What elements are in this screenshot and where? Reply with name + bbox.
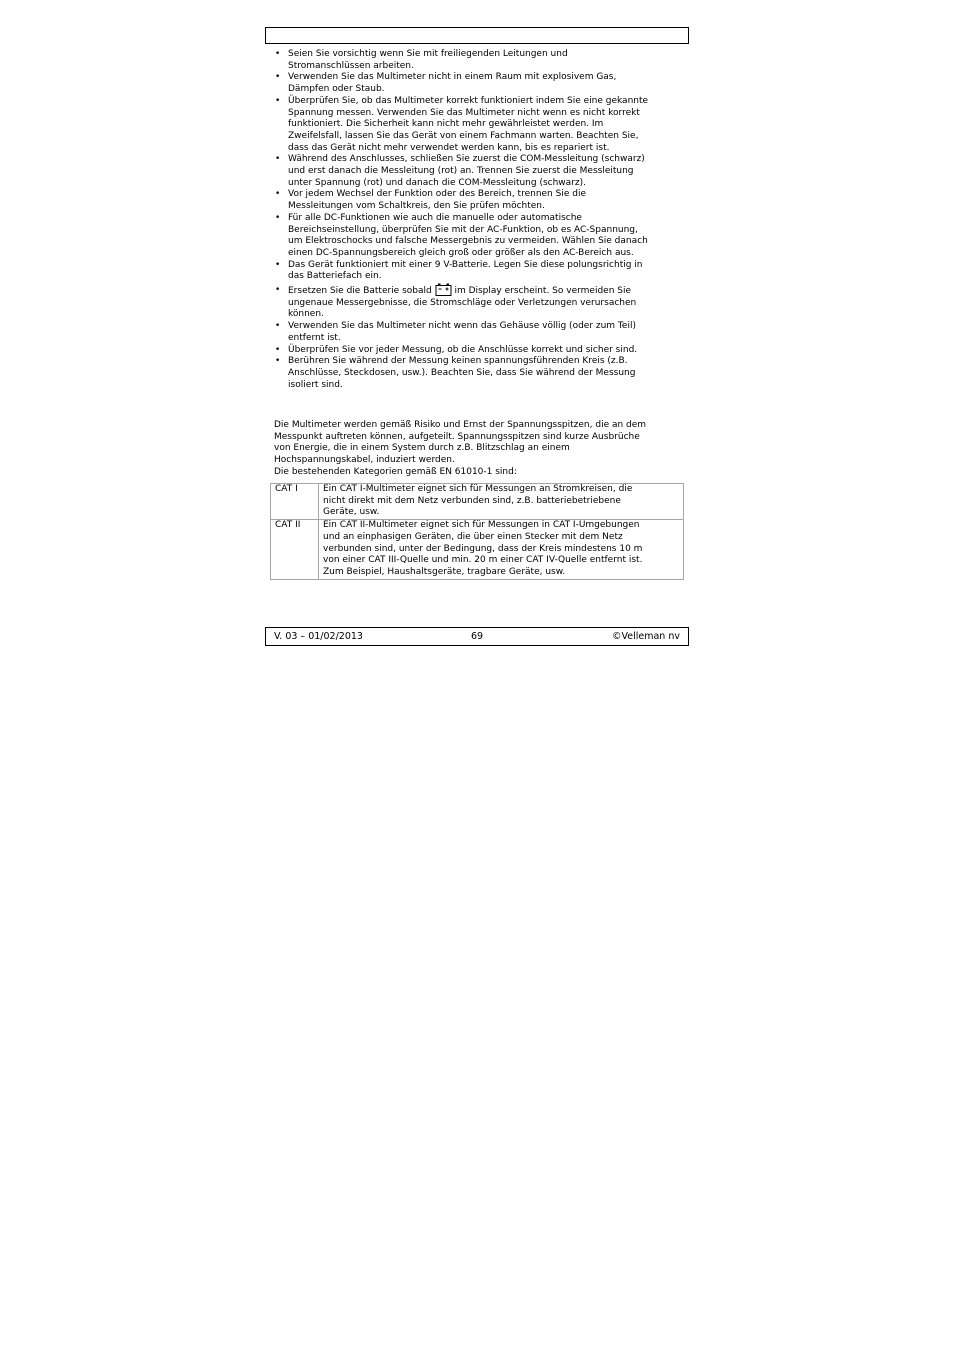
- safety-bullet-list: [288, 49, 648, 391]
- footer-page-number: 69: [470, 631, 484, 642]
- table-row: [271, 484, 684, 520]
- description-cell: Ein CAT I-Multimeter eignet sich für Messungen an Stromkreisen, die nicht direkt mit dem Netz verbunden sind, z.B. batteriebetriebene Geräte, usw.: [319, 484, 684, 520]
- bullet-explosive-gas: • Verwenden Sie das Multimeter nicht in einem Raum mit explosivem Gas, Dämpfen oder Staub.: [288, 72, 648, 95]
- bullet-replace-battery-before: Ersetzen Sie die Batterie sobald: [288, 286, 435, 297]
- description-cell: Ein CAT II-Multimeter eignet sich für Messungen in CAT I-Umgebungen und an einphasigen Geräten, die über einen Stecker mit dem Netz verbunden sind, unter der Bedingung, dass der Kreis mindestens 10 m von einer CAT III-Quelle und min. 20 m einer CAT IV-Quelle entfernt ist. Zum Beispiel, Haushaltsgeräte, tragbare Geräte, usw.: [319, 520, 684, 580]
- categories-intro: Die Multimeter werden gemäß Risiko und Ernst der Spannungsspitzen, die an dem Messpunkt auftreten können, aufgeteilt. Spannungsspitzen sind kurze Ausbrüche von Energie, die in einem System durch z.B. Blitzschlag an einem Hochspannungskabel, induziert werden. Die bestehenden Kategorien gemäß EN 61010-1 sind:: [274, 420, 647, 477]
- bullet-housing-removed: • Verwenden Sie das Multimeter nicht wenn das Gehäuse völlig (oder zum Teil) entfernt ist.: [288, 321, 648, 344]
- categories-table: [270, 483, 684, 580]
- bullet-check-function: • Überprüfen Sie, ob das Multimeter korrekt funktioniert indem Sie eine gekannte Spannung messen. Verwenden Sie das Multimeter nicht wenn es nicht korrekt funktioniert. Die Sicherheit kann nicht mehr gewährleistet werden. Im Zweifelsfall, lassen Sie das Gerät von einem Fachmann warten. Beachten Sie, dass das Gerät nicht mehr verwendet werden kann, bis es repariert ist.: [288, 96, 648, 155]
- bullet-replace-battery-after: im Display erscheint. So vermeiden Sie: [451, 286, 632, 297]
- header-box: [265, 27, 689, 44]
- bullet-replace-battery-first-line: [288, 285, 648, 298]
- footer-version: V. 03 – 01/02/2013: [274, 631, 363, 642]
- bullet-exposed-wires: • Seien Sie vorsichtig wenn Sie mit freiliegenden Leitungen und Stromanschlüssen arbeiten.: [288, 49, 648, 72]
- footer-copyright: ©Velleman nv: [612, 631, 680, 642]
- bullet-9v-battery: • Das Gerät funktioniert mit einer 9 V-Batterie. Legen Sie diese polungsrichtig in das Batteriefach ein.: [288, 260, 648, 283]
- bullet-replace-battery: [288, 285, 648, 321]
- bullet-replace-battery-continuation: ungenaue Messergebnisse, die Stromschläge oder Verletzungen verursachen können.: [288, 297, 637, 320]
- bullet-no-live-circuit: • Berühren Sie während der Messung keinen spannungsführenden Kreis (z.B. Anschlüsse, Steckdosen, usw.). Beachten Sie, dass Sie während der Messung isoliert sind.: [288, 356, 648, 391]
- bullet-connection-order: • Während des Anschlusses, schließen Sie zuerst die COM-Messleitung (schwarz) und erst danach die Messleitung (rot) an. Trennen Sie zuerst die Messleitung unter Spannung (rot) und danach die COM-Messleitung (schwarz).: [288, 154, 648, 189]
- footer: [265, 627, 689, 646]
- bullet-change-function: • Vor jedem Wechsel der Funktion oder des Bereich, trennen Sie die Messleitungen vom Schaltkreis, den Sie prüfen möchten.: [288, 189, 648, 212]
- bullet-check-connections: • Überprüfen Sie vor jeder Messung, ob die Anschlüsse korrekt und sicher sind.: [288, 345, 648, 357]
- category-cell: CAT I: [271, 484, 319, 520]
- bullet-dc-functions: • Für alle DC-Funktionen wie auch die manuelle oder automatische Bereichseinstellung, überprüfen Sie mit der AC-Funktion, ob es AC-Spannung, um Elektroschocks und falsche Messergebnis zu vermeiden. Wählen Sie danach einen DC-Spannungsbereich gleich groß oder größer als den AC-Bereich aus.: [288, 213, 648, 260]
- battery-icon: [435, 285, 452, 293]
- category-cell: CAT II: [271, 520, 319, 580]
- table-row: [271, 520, 684, 580]
